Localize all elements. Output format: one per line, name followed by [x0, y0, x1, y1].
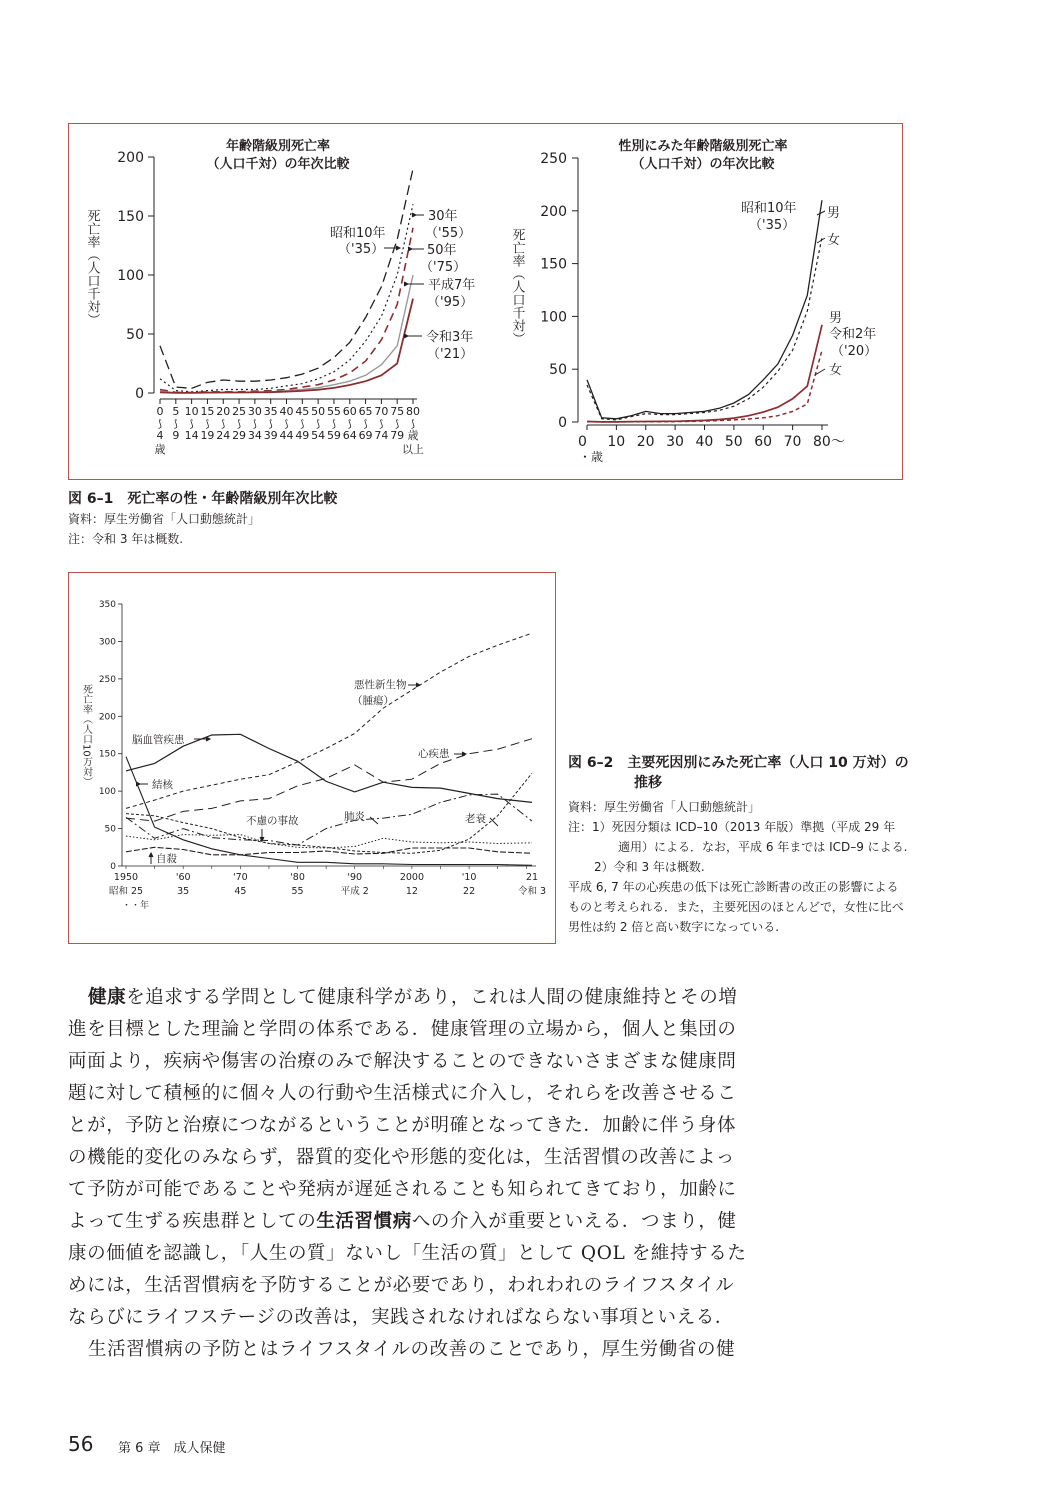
right-x-tick-label: 0: [578, 434, 587, 450]
left-x-tick-top: 15: [200, 405, 215, 418]
body-line-7: て予防が可能であることや発病が遅延されることも知られてきており，加齢に: [68, 1179, 737, 1200]
right-series-labels: [741, 200, 877, 378]
fig2-x-tick-top: 21: [525, 872, 539, 883]
right-axes: [540, 151, 845, 464]
body-line-8: よって生ずる疾患群としての生活習慣病への介入が重要といえる．つまり，健: [68, 1211, 737, 1232]
label-heart: 心疾患: [418, 748, 450, 760]
fig2-label-arrows: [136, 683, 498, 864]
fig2-y-tick-label: 100: [98, 787, 116, 798]
fig2-y-tick-label: 200: [98, 712, 116, 723]
left-x-tick-top: 80: [406, 405, 420, 418]
left-x-tick-top: 55: [326, 405, 341, 418]
fig2-remark-3: 男性は約 2 倍と高い数字になっている.: [568, 920, 780, 934]
right-series-line-1: [587, 237, 822, 420]
left-x-tick-bottom: 44: [279, 429, 294, 442]
left-x-unit: 歳: [154, 443, 166, 456]
label-suicide: 自殺: [156, 853, 177, 865]
right-series-line-2: [587, 325, 822, 422]
right-y-tick-label: 100: [540, 309, 567, 326]
body-line-12: 生活習慣病の予防とはライフスタイルの改善のことであり，厚生労働省の健: [88, 1339, 736, 1360]
left-x-tick-sep: ⟆: [284, 419, 289, 430]
label-senility: 老衰: [465, 813, 486, 825]
fig2-y-tick-label: 250: [98, 674, 116, 685]
fig2-note2: 2）令和 3 年は概数.: [594, 860, 705, 874]
fig2-x-tick-top: 1950: [113, 872, 139, 883]
fig1-caption-title: 図 6–1 死亡率の性・年齢階級別年次比較: [68, 491, 338, 507]
fig2-x-tick-bottom: 平成 2: [340, 886, 369, 897]
left-x-tick-bottom: 24: [216, 429, 231, 442]
fig2-series-labels: [132, 678, 486, 865]
left-x-tick-bottom: 64: [342, 429, 357, 442]
left-x-tick-sep: ⟆: [347, 419, 352, 430]
fig2-series: [126, 633, 532, 865]
body-line-5: とが，予防と治療につながるということが明確となってきた．加齢に伴う身体: [68, 1115, 737, 1136]
fig2-x-tick-bottom: 12: [405, 886, 418, 897]
fig2-x-tick-bottom: 55: [291, 886, 304, 897]
fig2-x-tick-top: 2000: [399, 872, 425, 883]
label-male-1935: 男: [827, 206, 841, 221]
body-line-11: ならびにライフステージの改善は，実践されなければならない事項といえる．: [68, 1307, 734, 1328]
right-y-tick-label: 250: [540, 151, 567, 167]
label-female-1935: 女: [827, 233, 841, 248]
right-y-tick-label: 150: [540, 256, 567, 273]
fig2-y-tick-label: 50: [104, 824, 116, 835]
left-x-tick-top: 40: [279, 405, 294, 418]
left-y-tick-label: 50: [126, 327, 144, 343]
fig2-remark-1: 平成 6, 7 年の心疾患の低下は死亡診断書の改正の影響による: [568, 880, 899, 894]
left-x-tick-bottom: 74: [374, 429, 389, 442]
left-x-tick-top: 35: [263, 405, 278, 418]
fig2-y-tick-label: 350: [98, 600, 116, 610]
left-series-line-0: [160, 169, 413, 388]
chart-sex-age-mortality: [505, 125, 895, 475]
label-1975-a: 50年: [427, 243, 457, 258]
fig2-x-tick-bottom: 令和 3: [517, 886, 547, 897]
left-x-tick-top: 60: [342, 405, 357, 418]
body-line-1: 健康を追求する学問として健康科学があり，これは人間の健康維持とその増: [88, 987, 738, 1008]
fig2-x-unit: ・・年: [122, 901, 150, 911]
right-series: [587, 200, 822, 422]
left-x-tick-bottom: 19: [200, 429, 215, 442]
label-pneumonia: 肺炎: [344, 811, 365, 823]
right-x-tick-label: 60: [754, 434, 773, 450]
right-x-tick-label: 70: [783, 434, 802, 450]
left-x-tick-top: 5: [172, 405, 180, 418]
body-paragraph: [68, 982, 748, 1366]
left-x-tick-bottom: 79: [390, 429, 405, 442]
right-x-tick-label: 50: [724, 434, 743, 450]
right-y-tick-label: 50: [549, 362, 567, 379]
left-y-tick-label: 150: [117, 209, 144, 225]
left-x-tick-sep: ⟆: [316, 419, 321, 430]
label-cancer-b: （腫瘍）: [352, 695, 394, 707]
left-x-tick-top: 45: [295, 405, 310, 418]
left-x-tick-sep: ⟆: [252, 419, 257, 430]
left-x-tick-sep: ⟆: [300, 419, 305, 430]
left-x-tick-bottom: 69: [358, 429, 373, 442]
chapter-label: 第 6 章 成人保健: [118, 1441, 226, 1456]
left-x-tick-sep: ⟆: [189, 419, 194, 430]
left-x-tick-sep: ⟆: [158, 419, 162, 430]
left-x-tick-bottom: 54: [311, 429, 326, 442]
left-x-tick-sep: ⟆: [173, 419, 178, 430]
left-x-tick-sep: ⟆: [379, 419, 384, 430]
left-x-tick-top: 0: [156, 405, 164, 418]
fig2-series-line-1: [126, 739, 532, 821]
left-series-line-4: [160, 299, 413, 393]
left-x-tick-top: 20: [216, 405, 231, 418]
fig2-caption-title-1: 図 6–2 主要死因別にみた死亡率（人口 10 万対）の: [568, 755, 909, 771]
fig2-y-tick-label: 150: [98, 749, 116, 760]
left-x-tick-bottom: 4: [156, 429, 164, 442]
left-axes: [117, 150, 424, 456]
left-x-tick-sep: ⟆: [221, 419, 226, 430]
fig2-x-tick-top: '70: [233, 872, 248, 883]
left-x-tick-bottom: 59: [326, 429, 341, 442]
left-x-tick-bottom: 9: [172, 429, 180, 442]
label-reiwa2-b: （'20）: [831, 344, 878, 359]
left-x-tick-top: 30: [247, 405, 262, 418]
label-1955-b: （'55）: [425, 226, 472, 241]
body-line-9: 康の価値を認識し，「人生の質」ないし「生活の質」として QOL を維持するた: [68, 1243, 747, 1264]
label-1995-b: （'95）: [427, 295, 474, 310]
fig2-x-tick-bottom: 22: [463, 886, 476, 897]
left-x-tick-top: 70: [374, 405, 389, 418]
fig1-caption-source: 資料：厚生労働省「人口動態統計」: [68, 512, 261, 526]
left-x-tick-sep: ⟆: [268, 419, 273, 430]
fig2-series-line-6: [126, 847, 532, 855]
label-1935-b: （'35）: [338, 242, 385, 257]
label-1975-b: （'75）: [420, 260, 467, 275]
left-x-tick-sep: ⟆: [411, 419, 415, 430]
body-line-6: の機能的変化のみならず，器質的変化や形態的変化は，生活習慣の改善によっ: [68, 1147, 736, 1168]
left-x-tick-top: 50: [311, 405, 326, 418]
left-series-line-3: [160, 275, 413, 393]
left-x-tick-top: 75: [390, 405, 405, 418]
fig2-series-line-2: [126, 734, 532, 802]
fig2-x-tick-top: '80: [290, 872, 305, 883]
left-title-1: 年齢階級別死亡率: [225, 139, 331, 154]
right-y-tick-label: 200: [540, 203, 567, 220]
label-showa10-b: （'35）: [749, 218, 796, 233]
right-title-1: 性別にみた年齢階級別死亡率: [618, 139, 788, 154]
left-x-tick-sep: ⟆: [363, 419, 368, 430]
label-showa10-a: 昭和10年: [741, 201, 797, 216]
body-line-2: 進を目標とした理論と学問の体系である．健康管理の立場から，個人と集団の: [68, 1019, 737, 1040]
left-x-tick-top: 65: [358, 405, 373, 418]
left-y-tick-label: 200: [117, 150, 144, 166]
right-x-tick-label: 80〜: [813, 434, 845, 450]
label-male-2020: 男: [829, 311, 843, 326]
fig1-caption-note: 注：令和 3 年は概数.: [68, 532, 184, 546]
label-2021-a: 令和3年: [426, 330, 474, 345]
left-y-tick-label: 100: [117, 268, 144, 284]
left-title-2: （人口千対）の年次比較: [206, 157, 350, 172]
left-x-tick-sep: ⟆: [331, 419, 336, 430]
label-1955-a: 30年: [428, 209, 458, 224]
fig2-x-tick-bottom: 35: [177, 886, 190, 897]
fig2-caption-title-2: 推移: [634, 775, 662, 791]
fig2-note1-line2: 適用）による．なお，平成 6 年までは ICD–9 による.: [618, 840, 908, 854]
right-x-tick-label: 30: [666, 434, 684, 450]
body-line-10: めには，生活習慣病を予防することが必要であり，われわれのライフスタイル: [68, 1275, 735, 1296]
label-reiwa2-a: 令和2年: [829, 327, 877, 342]
label-accident: 不慮の事故: [246, 815, 299, 827]
label-2021-b: （'21）: [427, 347, 474, 362]
fig2-x-tick-top: '90: [347, 872, 363, 883]
left-series: [160, 169, 413, 393]
right-x-unit: ・歳: [579, 450, 604, 464]
label-cancer-a: 悪性新生物: [354, 679, 407, 691]
left-x-tick-sep: ⟆: [395, 419, 400, 430]
fig2-caption-source: 資料：厚生労働省「人口動態統計」: [568, 800, 761, 814]
fig2-x-tick-bottom: 昭和 25: [108, 886, 144, 897]
body-line-4: 題に対して積極的に個々人の行動や生活様式に介入し，それらを改善させるこ: [68, 1083, 737, 1104]
right-x-tick-label: 20: [636, 434, 655, 450]
left-x-tick-bottom: 34: [247, 429, 262, 442]
label-tb: 結核: [152, 779, 173, 791]
left-x-tick-bottom: 14: [184, 429, 199, 442]
left-ylabel: 死亡率（人口千対）: [84, 209, 100, 326]
fig2-x-tick-top: '10: [461, 872, 477, 883]
left-x-tick-bottom: 29: [232, 429, 247, 442]
fig2-x-tick-top: '60: [175, 872, 191, 883]
left-x-tick-sep: ⟆: [237, 419, 242, 430]
label-cerebro: 脳血管疾患: [132, 734, 185, 746]
left-y-tick-label: 0: [135, 386, 144, 402]
right-title-2: （人口千対）の年次比較: [631, 157, 775, 172]
left-x-tick-bottom: 49: [295, 429, 310, 442]
left-x-tick-bottom: 39: [263, 429, 278, 442]
label-1995-a: 平成7年: [428, 278, 476, 293]
right-y-tick-label: 0: [558, 415, 567, 431]
fig2-y-tick-label: 0: [110, 862, 116, 872]
right-x-tick-label: 40: [695, 434, 714, 450]
fig2-note1-line1: 注：1）死因分類は ICD–10（2013 年版）準拠（平成 29 年: [568, 820, 896, 834]
fig2-y-tick-label: 300: [98, 637, 116, 648]
fig2-ylabel: 死亡率（人口10万対）: [80, 684, 92, 787]
left-x-last-suffix: 以上: [402, 443, 424, 456]
fig2-caption: [568, 753, 960, 937]
chart-age-mortality: [70, 125, 490, 475]
left-x-tick-bottom: 歳: [407, 429, 419, 442]
left-x-tick-sep: ⟆: [205, 419, 210, 430]
bold-term-seikatsu: 生活習慣病: [316, 1211, 412, 1232]
label-1935-a: 昭和10年: [330, 226, 386, 241]
left-x-tick-top: 10: [184, 405, 199, 418]
bold-term-kenko: 健康: [88, 987, 127, 1008]
fig2-x-tick-bottom: 45: [234, 886, 247, 897]
right-x-tick-label: 10: [607, 434, 626, 450]
right-ylabel: 死亡率（人口千対）: [509, 228, 525, 345]
page-number: 56: [68, 1432, 94, 1456]
label-female-2020: 女: [829, 363, 843, 378]
body-line-3: 両面より，疾病や傷害の治療のみで解決することのできないさまざまな健康問: [68, 1051, 737, 1072]
fig2-remark-2: ものと考えられる．また，主要死因のほとんどで，女性に比べ: [568, 900, 904, 914]
chart-cause-mortality: [70, 574, 554, 942]
left-x-tick-top: 25: [232, 405, 247, 418]
